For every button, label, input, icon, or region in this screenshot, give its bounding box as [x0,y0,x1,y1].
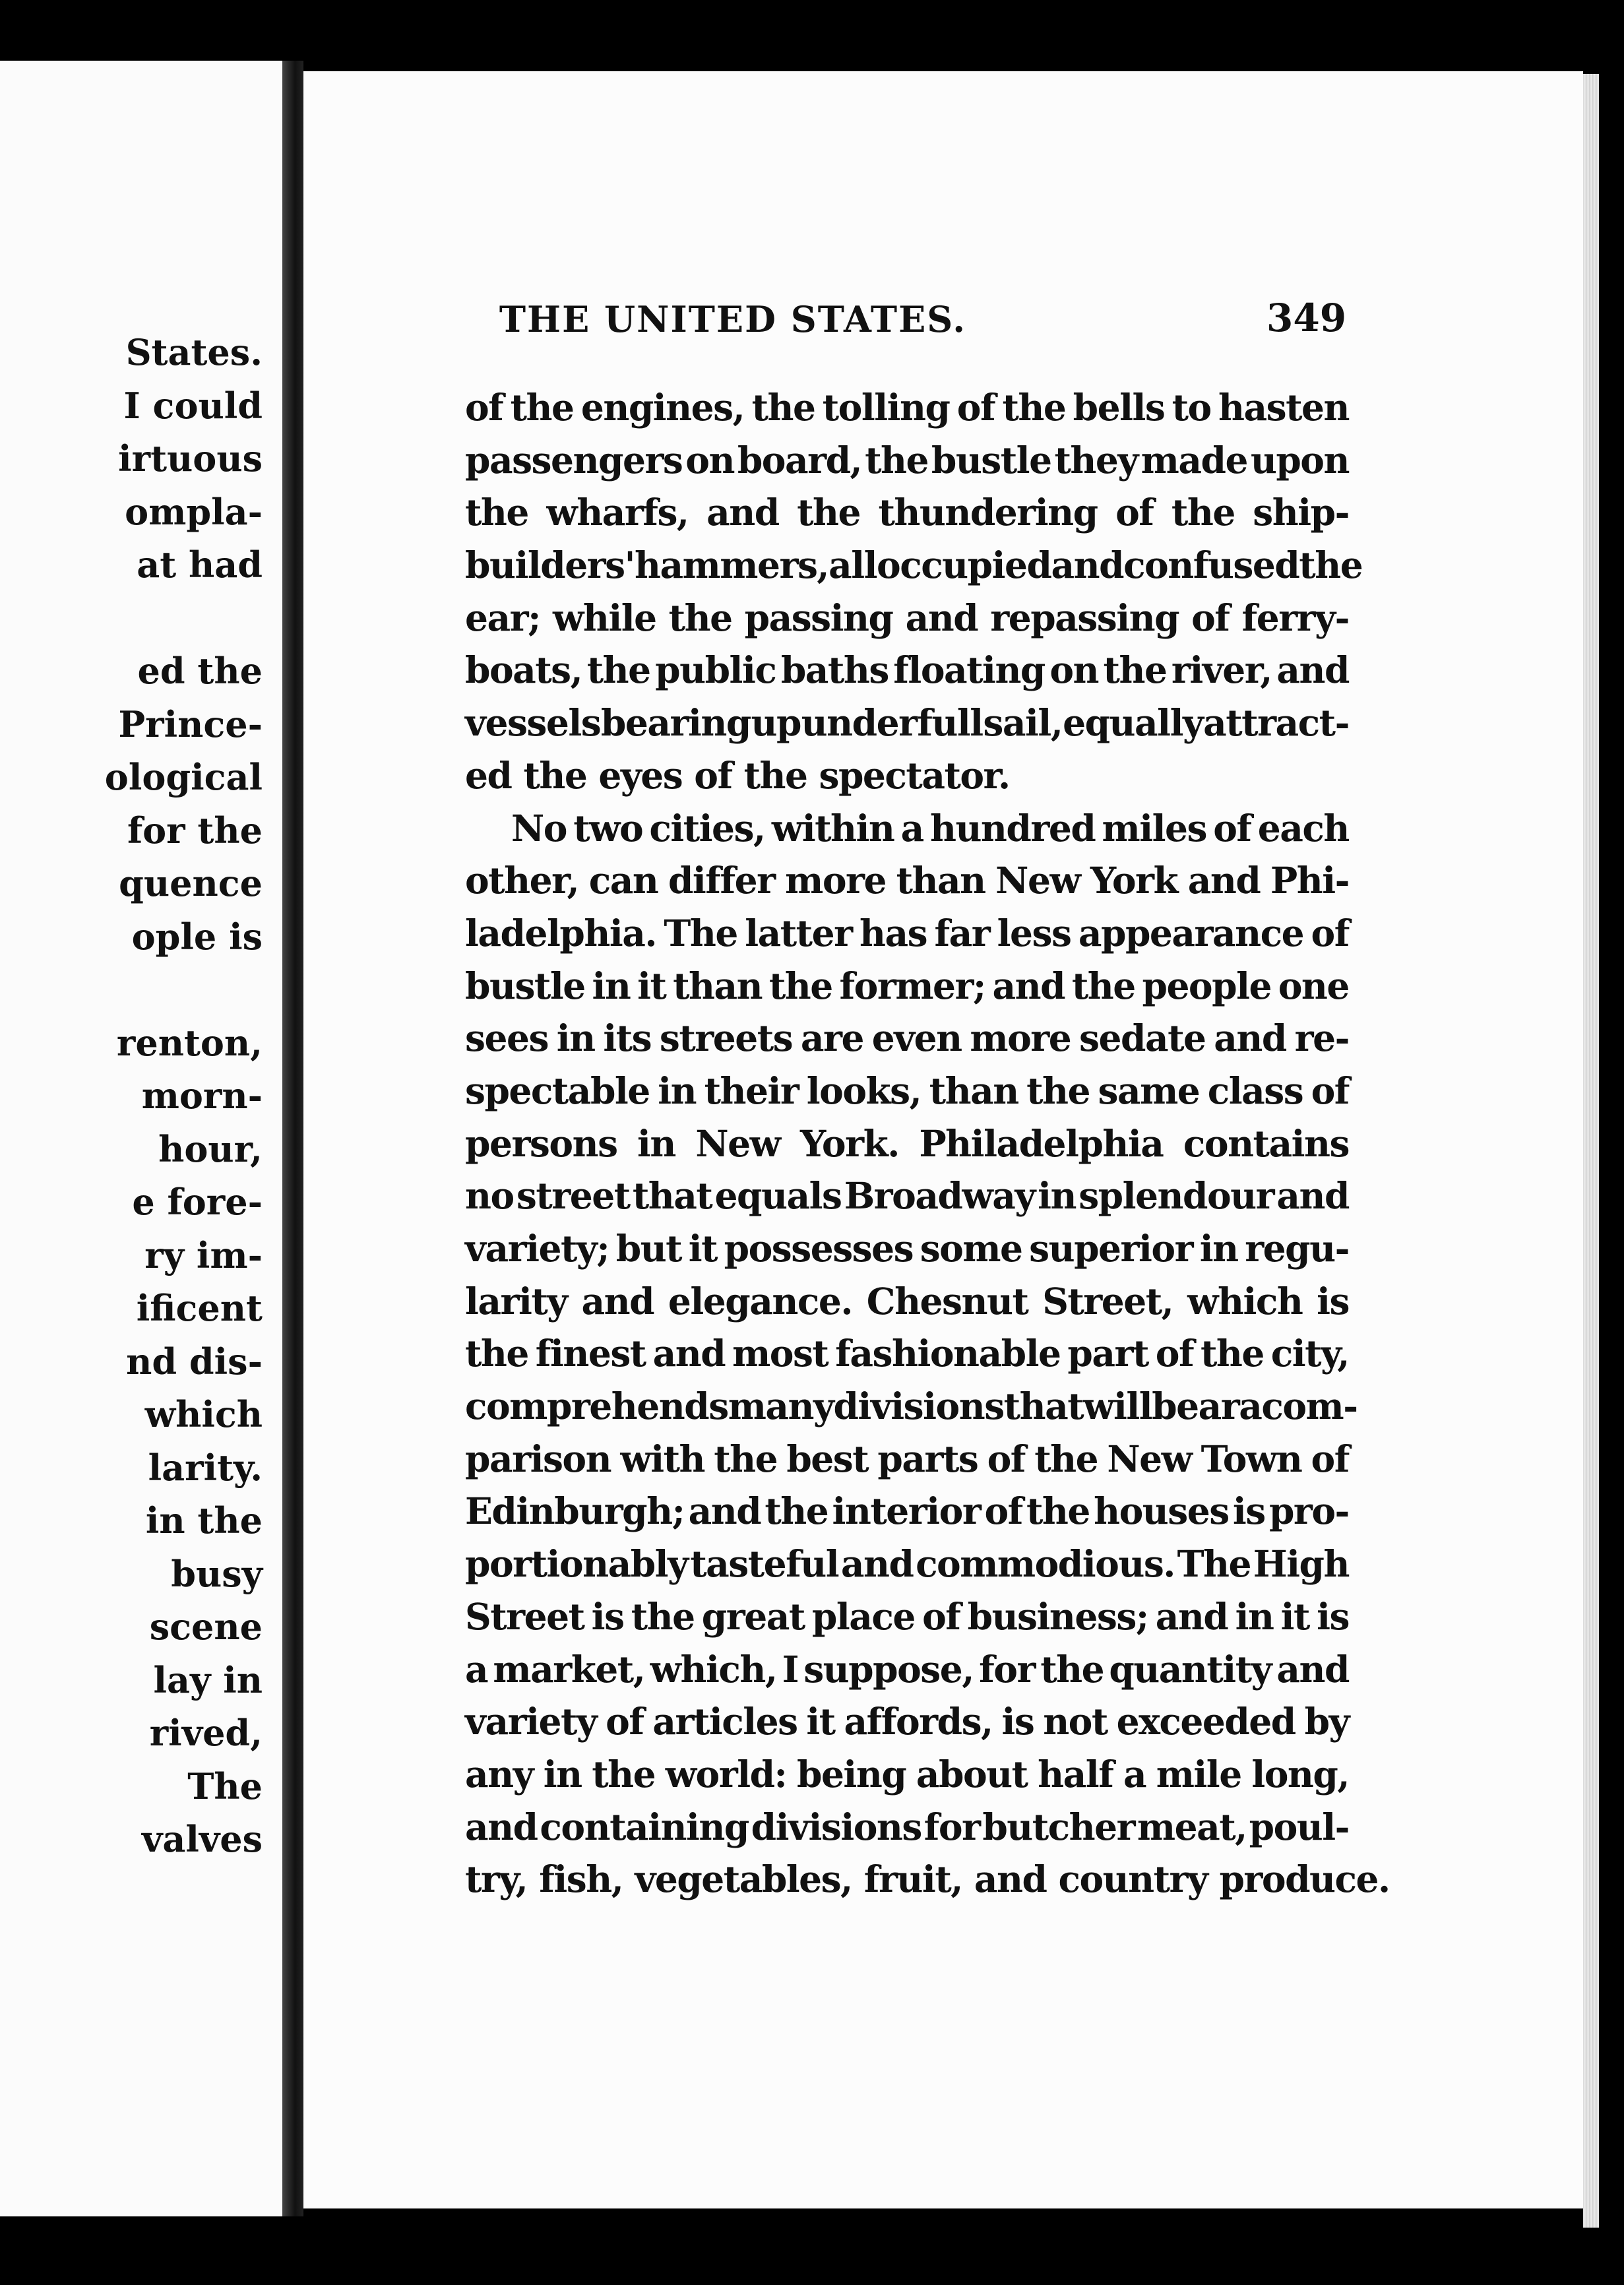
text-line: of the engines, the tolling of the bells to hasten [465,386,1349,429]
left-page-line: irtuous [118,437,263,480]
text-line: other, can differ more than New York and Phi- [465,859,1349,902]
text-line: parison with the best parts of the New Town of [465,1437,1349,1480]
left-page-line: for the [127,809,263,852]
text-line: the finest and most fashionable part of the city, [465,1332,1349,1375]
text-line: larity and elegance. Chesnut Street, which is [465,1279,1349,1323]
text-line: and containing divisions for butcher meat, poul- [465,1805,1349,1848]
text-line: boats, the public baths floating on the river, and [465,648,1349,692]
left-page-line: rived, [149,1712,263,1754]
body-text [465,381,1390,1906]
left-page-line: in the [145,1499,263,1542]
left-page-line: ological [104,756,263,798]
left-page-line: at had [137,544,263,586]
left-page-line: The [187,1765,263,1807]
left-page-line: e fore- [132,1181,263,1223]
text-line: sees in its streets are even more sedate and re- [465,1017,1349,1060]
left-page-line: ry im- [144,1234,263,1276]
text-line: any in the world: being about half a mile long, [465,1752,1349,1796]
page-number: 349 [1266,296,1347,340]
left-page-line: ed the [137,650,263,692]
text-line: no street that equals Broadway in splendour and [465,1174,1349,1218]
page-edge [1583,74,1599,2228]
text-line: No two cities, within a hundred miles of each [511,806,1349,850]
text-line: a market, which, I suppose, for the quantity and [465,1647,1349,1691]
text-line: ear; while the passing and repassing of ferry- [465,596,1349,639]
left-page-line: morn- [141,1075,263,1117]
left-page-line: quence [119,862,263,904]
text-line: bustle in it than the former; and the people one [465,964,1349,1007]
text-line: passengers on board, the bustle they made upon [465,438,1349,482]
text-line: Street is the great place of business; and in it is [465,1594,1349,1638]
left-page [0,61,282,2216]
text-line: spectable in their looks, than the same class of [465,1069,1349,1112]
text-line: try, fish, vegetables, fruit, and country produce. [465,1858,1390,1901]
book-gutter [282,61,303,2216]
text-line: ladelphia. The latter has far less appearance of [465,911,1349,955]
left-page-line: nd dis- [126,1340,263,1383]
left-page-line: which [144,1393,263,1435]
text-line: variety; but it possesses some superior in regu- [465,1227,1349,1270]
text-line: builders' hammers, all occupied and confused the [465,544,1363,587]
text-line: the wharfs, and the thundering of the ship- [465,491,1349,534]
left-page-line: ompla- [125,490,263,533]
left-page-line: Prince- [118,703,263,745]
left-page-line: lay in [153,1658,263,1701]
text-line: persons in New York. Philadelphia contains [465,1121,1349,1165]
text-line: ed the eyes of the spectator. [465,753,1010,797]
left-page-line: I could [123,384,263,427]
left-page-line: busy [171,1552,263,1595]
left-page-line: larity. [148,1446,263,1489]
text-line: comprehends many divisions that will bear a com- [465,1385,1358,1428]
text-line: variety of articles it affords, is not exceeded by [465,1700,1349,1743]
left-page-line: ificent [136,1287,263,1329]
text-line: portionably tasteful and commodious. The High [465,1542,1349,1586]
left-page-line: scene [149,1606,263,1648]
left-page-line: ople is [131,915,263,958]
left-page-line: valves [141,1818,263,1860]
running-head: THE UNITED STATES. [499,298,967,340]
left-page-line: renton, [116,1021,263,1064]
text-line: vessels bearing up under full sail, equally attract- [465,701,1349,745]
left-page-line: hour, [158,1127,263,1170]
left-page-line: States. [125,331,263,373]
text-line: Edinburgh; and the interior of the houses is pro- [465,1489,1349,1533]
